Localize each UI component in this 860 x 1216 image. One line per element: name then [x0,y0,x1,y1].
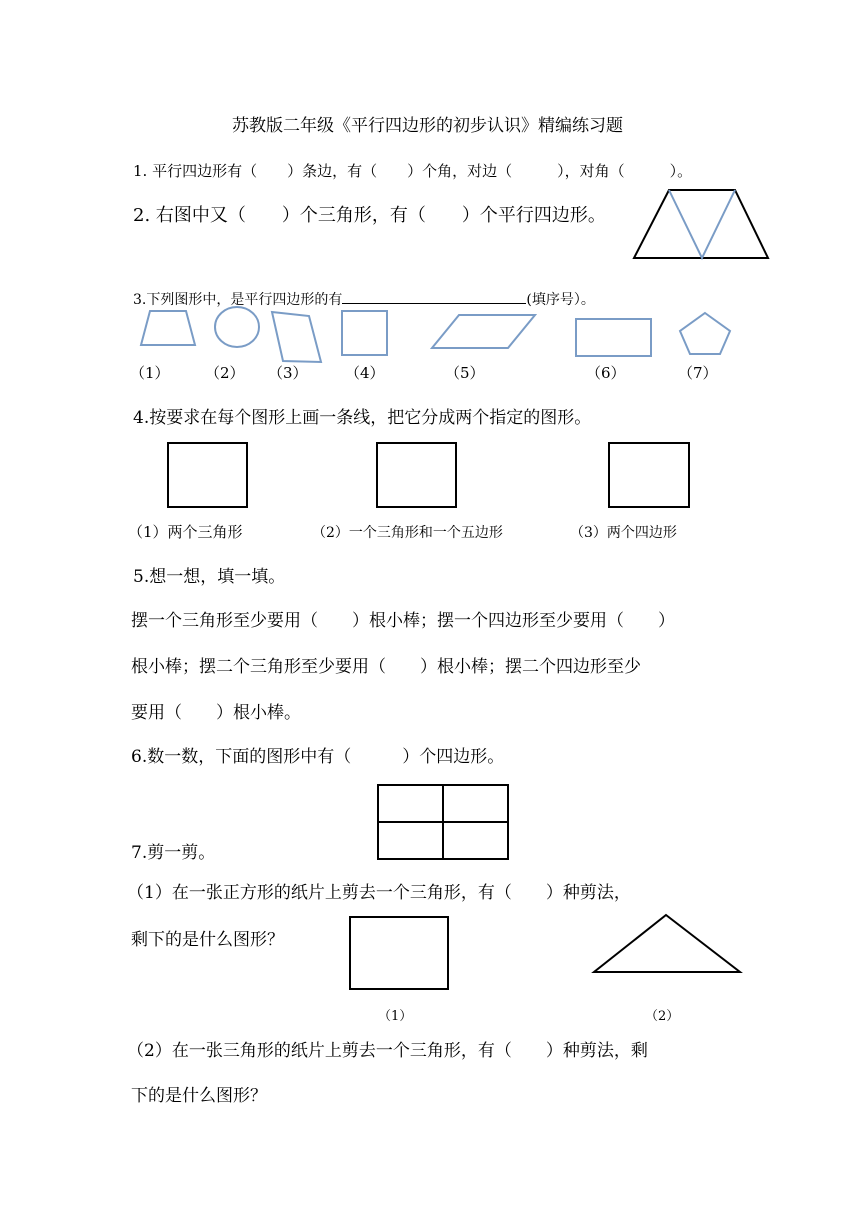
q4-rectangle-3 [609,443,689,507]
q3-shape-3-parallelogram [272,312,321,362]
q3-shape-2-circle [215,307,259,347]
question-3-prefix: 3.下列图形中，是平行四边形的有 [133,292,343,308]
q3-shape-5-parallelogram [432,315,535,348]
q7-figure-label-1: （1） [378,1009,413,1024]
shape-label-7: （7） [678,364,718,382]
q7-triangle-paper [594,915,740,972]
question-7-part2-line-2: 下的是什么图形？ [131,1086,267,1106]
shape-label-6: （6） [586,364,626,382]
question-1: 1. 平行四边形有（ ）条边，有（ ）个角，对边（ ），对角（ ）。 [133,162,693,180]
question-5-line-2: 根小棒；摆二个三角形至少要用（ ）根小棒；摆二个四边形至少 [131,657,641,677]
q3-shape-7-pentagon [680,313,730,354]
question-6: 6.数一数，下面的图形中有（ ）个四边形。 [131,747,505,767]
q3-shape-4-square [342,311,387,355]
question-5-heading: 5.想一想，填一填。 [133,567,286,587]
q6-grid-figure [378,785,508,859]
q4-caption-3: （3）两个四边形 [570,525,677,541]
shape-label-3: （3） [268,364,308,382]
shape-label-4: （4） [345,364,385,382]
q4-caption-1: （1）两个三角形 [128,523,243,541]
question-4: 4.按要求在每个图形上画一条线，把它分成两个指定的图形。 [133,408,592,428]
question-7-part2-line-1: （2）在一张三角形的纸片上剪去一个三角形，有（ ）种剪法，剩 [127,1041,648,1061]
q2-inner-v-lines [669,190,735,258]
q7-figure-label-2: （2） [645,1009,680,1024]
shape-label-5: （5） [445,364,485,382]
question-7-part1-line-2: 剩下的是什么图形？ [131,930,284,950]
q7-square-paper [350,917,448,989]
q4-caption-2: （2）一个三角形和一个五边形 [312,525,503,541]
shape-label-1: （1） [130,364,170,382]
shape-label-2: （2） [205,364,245,382]
question-5-line-3: 要用（ ）根小棒。 [131,703,301,723]
question-7-heading: 7.剪一剪。 [131,843,216,863]
question-3-suffix: (填序号）。 [526,292,595,308]
q4-rectangle-1 [168,443,247,507]
question-2: 2. 右图中又（ ）个三角形，有（ ）个平行四边形。 [133,205,606,226]
q2-trapezoid-figure [634,190,768,258]
question-7-part1-line-1: （1）在一张正方形的纸片上剪去一个三角形，有（ ）种剪法， [127,883,631,903]
page-title: 苏教版二年级《平行四边形的初步认识》精编练习题 [232,116,623,136]
q2-trapezoid-outline [634,190,768,258]
q3-shape-1-trapezoid [141,311,195,345]
q4-rectangle-2 [377,443,456,507]
q3-shape-6-rectangle [576,319,651,356]
question-5-line-1: 摆一个三角形至少要用（ ）根小棒；摆一个四边形至少要用（ ） [131,611,675,631]
